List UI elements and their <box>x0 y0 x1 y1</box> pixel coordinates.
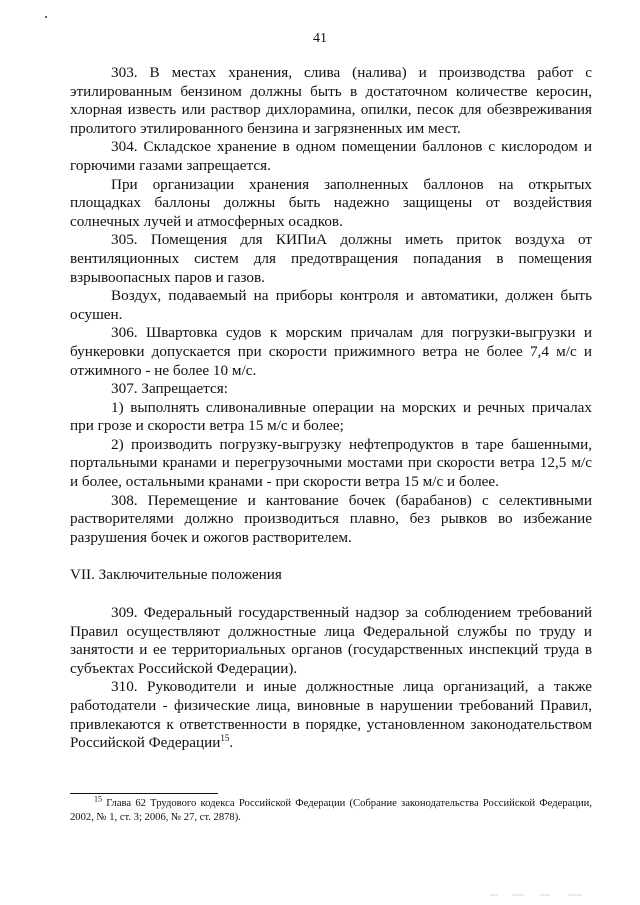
paragraph-307-item-2: 2) производить погрузку-выгрузку нефтепродуктов в таре башенными, портальными кранами и перегрузочными мостами при скорости ветра 12,5 м/с и более, остальными кранами - при скорости ветра 15 м/с и более. <box>70 435 592 491</box>
footnote-15 <box>70 794 592 825</box>
paragraph-307-item-1: 1) выполнять сливоналивные операции на морских и речных причалах при грозе и скорости ветра 15 м/с и более; <box>70 398 592 435</box>
document-body <box>70 64 592 753</box>
page-number: 41 <box>313 31 327 46</box>
paragraph-310-end: . <box>229 734 234 752</box>
scan-speck <box>45 16 47 18</box>
footnote-separator <box>70 793 218 794</box>
paragraph-310 <box>70 678 592 752</box>
footnote-reference[interactable]: 15 <box>220 733 230 744</box>
paragraph-305: 305. Помещения для КИПиА должны иметь приток воздуха от вентиляционных систем для предотвращения попадания в помещения взрывоопасных паров и газов. <box>70 231 592 286</box>
paragraph-310-text: 310. Руководители и иные должностные лица организаций, а также работодатели - физические лица, виновные в нарушении требований Правил, привлекаются к ответственности в порядке, установленном законодательством Российской Федерации <box>70 678 592 752</box>
paragraph-309: 309. Федеральный государственный надзор за соблюдением требований Правил осуществляют должностные лица Федеральной службы по труду и занятости и ее территориальных органов (государственных инспекций труда в субъектах Российской Федерации). <box>70 604 592 677</box>
section-heading: VII. Заключительные положения <box>70 566 282 584</box>
footnote <box>70 794 592 825</box>
footnote-marker: 15 <box>94 794 102 804</box>
paragraph-305-air: Воздух, подаваемый на приборы контроля и автоматики, должен быть осушен. <box>70 287 592 323</box>
paragraph-308: 308. Перемещение и кантование бочек (барабанов) с селективными растворителями должно производиться плавно, без рывков во избежание разрушения бочек и ожогов растворителем. <box>70 491 592 546</box>
paragraph-303: 303. В местах хранения, слива (налива) и производства работ с этилированным бензином должны быть в достаточном количестве керосин, хлорная известь или раствор дихлорамина, опилки, песок для обезвреживания пролитого этилированного бензина и загрязненных им мест. <box>70 64 592 137</box>
paragraph-304-cylinders: При организации хранения заполненных баллонов на открытых площадках баллоны должны быть надежно защищены от воздействия солнечных лучей и атмосферных осадков. <box>70 175 592 230</box>
paragraph-307: 307. Запрещается: <box>111 380 228 398</box>
paragraph-304: 304. Складское хранение в одном помещении баллонов с кислородом и горючими газами запрещается. <box>70 138 592 174</box>
footnote-text: Глава 62 Трудового кодекса Российской Федерации (Собрание законодательства Российской Федерации, 2002, № 1, ст. 3; 2006, № 27, ст. 2878). <box>70 798 592 823</box>
paragraph-306: 306. Швартовка судов к морским причалам для погрузки-выгрузки и бункеровки допускается при скорости прижимного ветра не более 7,4 м/с и отжимного - не более 10 м/с. <box>70 324 592 379</box>
scan-artifact-marks <box>490 893 600 897</box>
